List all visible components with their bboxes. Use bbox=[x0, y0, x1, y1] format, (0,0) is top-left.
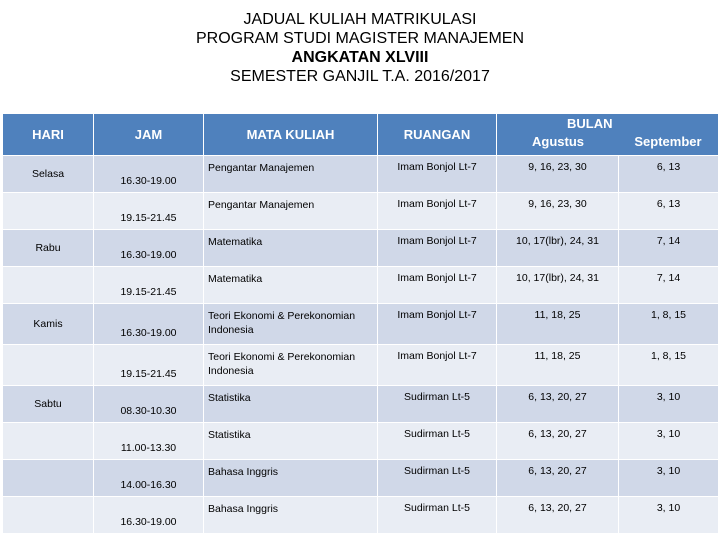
cell-jam: 19.15-21.45 bbox=[94, 267, 204, 304]
cell-september: 6, 13 bbox=[619, 156, 719, 193]
cell-jam: 16.30-19.00 bbox=[94, 497, 204, 534]
cell-ruangan: Imam Bonjol Lt-7 bbox=[378, 193, 497, 230]
header-hari: HARI bbox=[3, 114, 94, 156]
cell-agustus: 9, 16, 23, 30 bbox=[497, 193, 619, 230]
cell-ruangan: Imam Bonjol Lt-7 bbox=[378, 304, 497, 345]
title-block bbox=[0, 0, 720, 86]
cell-hari bbox=[3, 267, 94, 304]
schedule-table bbox=[2, 113, 719, 534]
cell-ruangan: Sudirman Lt-5 bbox=[378, 386, 497, 423]
cell-hari bbox=[3, 193, 94, 230]
table-row bbox=[3, 156, 719, 193]
cell-september: 1, 8, 15 bbox=[619, 304, 719, 345]
header-mata-kuliah: MATA KULIAH bbox=[204, 114, 378, 156]
cell-mata-kuliah: Bahasa Inggris bbox=[204, 460, 378, 497]
cell-mata-kuliah: Teori Ekonomi & Perekonomian Indonesia bbox=[204, 345, 378, 386]
cell-jam: 19.15-21.45 bbox=[94, 193, 204, 230]
cell-jam: 11.00-13.30 bbox=[94, 423, 204, 460]
title-line-4: SEMESTER GANJIL T.A. 2016/2017 bbox=[230, 68, 490, 85]
cell-ruangan: Imam Bonjol Lt-7 bbox=[378, 230, 497, 267]
table-row bbox=[3, 304, 719, 345]
cell-mata-kuliah: Pengantar Manajemen bbox=[204, 193, 378, 230]
cell-ruangan: Sudirman Lt-5 bbox=[378, 497, 497, 534]
cell-agustus: 11, 18, 25 bbox=[497, 345, 619, 386]
cell-jam: 14.00-16.30 bbox=[94, 460, 204, 497]
cell-agustus: 6, 13, 20, 27 bbox=[497, 460, 619, 497]
cell-agustus: 10, 17(lbr), 24, 31 bbox=[497, 230, 619, 267]
table-row bbox=[3, 345, 719, 386]
cell-hari bbox=[3, 460, 94, 497]
cell-jam: 19.15-21.45 bbox=[94, 345, 204, 386]
header-september: September bbox=[634, 134, 702, 149]
cell-september: 3, 10 bbox=[619, 423, 719, 460]
cell-agustus: 11, 18, 25 bbox=[497, 304, 619, 345]
cell-ruangan: Sudirman Lt-5 bbox=[378, 423, 497, 460]
header-row bbox=[3, 114, 719, 156]
header-jam: JAM bbox=[94, 114, 204, 156]
title-line-3: ANGKATAN XLVIII bbox=[291, 49, 429, 66]
table-row bbox=[3, 230, 719, 267]
table-row bbox=[3, 193, 719, 230]
cell-hari bbox=[3, 345, 94, 386]
header-bulan-group bbox=[497, 114, 719, 156]
cell-hari: Sabtu bbox=[3, 386, 94, 423]
cell-september: 3, 10 bbox=[619, 497, 719, 534]
table-row bbox=[3, 460, 719, 497]
cell-september: 3, 10 bbox=[619, 460, 719, 497]
cell-jam: 16.30-19.00 bbox=[94, 156, 204, 193]
cell-agustus: 6, 13, 20, 27 bbox=[497, 386, 619, 423]
cell-september: 7, 14 bbox=[619, 230, 719, 267]
cell-hari: Kamis bbox=[3, 304, 94, 345]
cell-september: 3, 10 bbox=[619, 386, 719, 423]
cell-mata-kuliah: Matematika bbox=[204, 267, 378, 304]
cell-september: 1, 8, 15 bbox=[619, 345, 719, 386]
header-ruangan: RUANGAN bbox=[378, 114, 497, 156]
cell-hari bbox=[3, 497, 94, 534]
cell-september: 7, 14 bbox=[619, 267, 719, 304]
cell-ruangan: Sudirman Lt-5 bbox=[378, 460, 497, 497]
cell-mata-kuliah: Statistika bbox=[204, 386, 378, 423]
cell-jam: 08.30-10.30 bbox=[94, 386, 204, 423]
cell-agustus: 10, 17(lbr), 24, 31 bbox=[497, 267, 619, 304]
cell-jam: 16.30-19.00 bbox=[94, 304, 204, 345]
cell-ruangan: Imam Bonjol Lt-7 bbox=[378, 156, 497, 193]
cell-jam: 16.30-19.00 bbox=[94, 230, 204, 267]
cell-mata-kuliah: Pengantar Manajemen bbox=[204, 156, 378, 193]
table-row bbox=[3, 497, 719, 534]
cell-mata-kuliah: Matematika bbox=[204, 230, 378, 267]
title-line-1: JADUAL KULIAH MATRIKULASI bbox=[243, 11, 477, 28]
cell-hari: Rabu bbox=[3, 230, 94, 267]
header-agustus: Agustus bbox=[532, 134, 584, 149]
table-row bbox=[3, 267, 719, 304]
cell-agustus: 6, 13, 20, 27 bbox=[497, 423, 619, 460]
cell-hari bbox=[3, 423, 94, 460]
cell-september: 6, 13 bbox=[619, 193, 719, 230]
table-row bbox=[3, 423, 719, 460]
cell-ruangan: Imam Bonjol Lt-7 bbox=[378, 267, 497, 304]
cell-mata-kuliah: Statistika bbox=[204, 423, 378, 460]
cell-mata-kuliah: Teori Ekonomi & Perekonomian Indonesia bbox=[204, 304, 378, 345]
cell-agustus: 6, 13, 20, 27 bbox=[497, 497, 619, 534]
cell-mata-kuliah: Bahasa Inggris bbox=[204, 497, 378, 534]
table-row bbox=[3, 386, 719, 423]
header-bulan: BULAN bbox=[567, 116, 613, 131]
cell-ruangan: Imam Bonjol Lt-7 bbox=[378, 345, 497, 386]
cell-agustus: 9, 16, 23, 30 bbox=[497, 156, 619, 193]
title-line-2: PROGRAM STUDI MAGISTER MANAJEMEN bbox=[195, 30, 525, 47]
cell-hari: Selasa bbox=[3, 156, 94, 193]
